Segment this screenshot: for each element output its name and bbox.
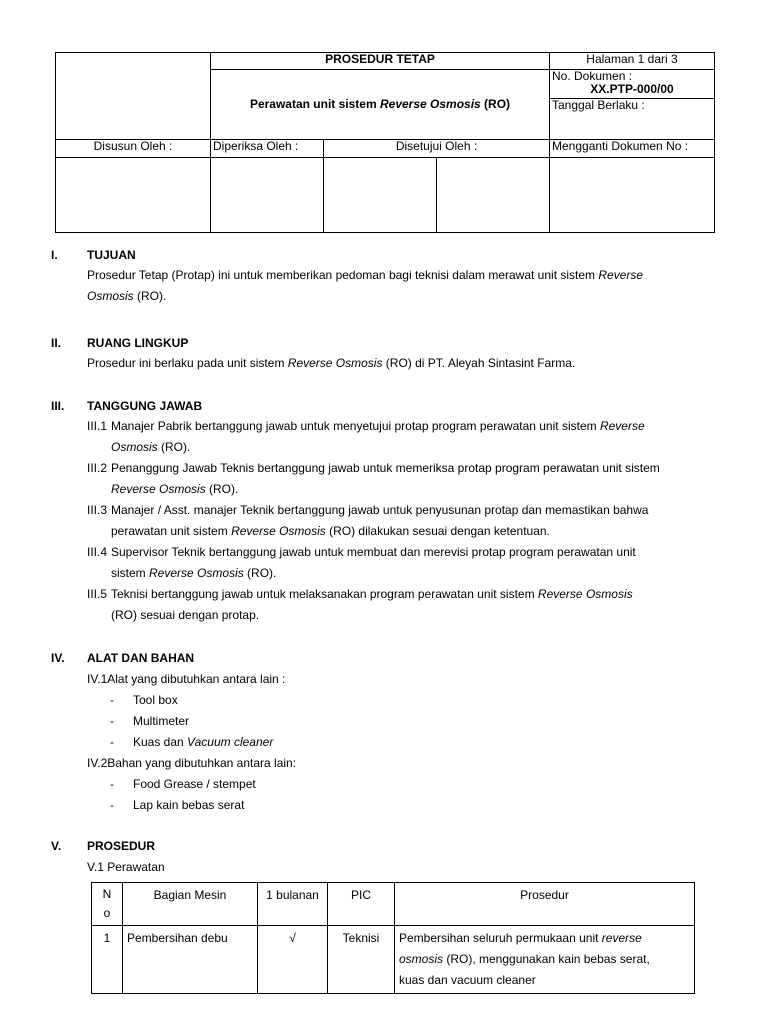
section-2-number: II. [51,336,62,350]
tool-item: Kuas dan Vacuum cleaner [133,735,274,749]
header-no: N o [92,883,123,926]
header-procedure: Prosedur [395,883,695,926]
doc-no-label: No. Dokumen : [552,69,633,84]
prepared-by-sign [56,157,211,232]
effective-date-label: Tanggal Berlaku : [550,99,715,140]
section-4-number: IV. [51,651,65,665]
bullet-dash: - [110,714,114,728]
tool-item: Multimeter [133,714,190,728]
prepared-by-label: Disusun Oleh : [56,140,211,157]
section-3-number: III. [51,399,65,413]
bullet-dash: - [110,693,114,707]
row-frequency-check: √ [258,926,328,994]
approved-by-sign-2 [437,157,550,232]
section-1-title: TUJUAN [87,248,136,262]
document-header-table [55,52,715,233]
maintenance-subheading: V.1 Perawatan [87,860,165,874]
tool-item: Tool box [133,693,178,707]
replaces-doc-value [550,157,715,232]
header-part: Bagian Mesin [123,883,258,926]
section-3-title: TANGGUNG JAWAB [87,399,203,413]
checked-by-label: Diperiksa Oleh : [211,140,324,157]
material-item: Food Grease / stempet [133,777,256,791]
replaces-doc-label: Mengganti Dokumen No : [550,140,715,157]
section-5-number: V. [51,839,62,853]
section-4-title: ALAT DAN BAHAN [87,651,195,665]
materials-subheading: IV.2Bahan yang dibutuhkan antara lain: [87,756,297,770]
procedure-table [91,882,695,994]
doc-no-cell [550,70,715,99]
approved-by-sign-1 [324,157,437,232]
doc-no-value: XX.PTP-000/00 [590,82,674,97]
header-frequency: 1 bulanan [258,883,328,926]
material-item: Lap kain bebas serat [133,798,245,812]
section-2-title: RUANG LINGKUP [87,336,189,350]
bullet-dash: - [110,777,114,791]
doc-type: PROSEDUR TETAP [211,53,550,70]
header-pic: PIC [328,883,395,926]
row-part: Pembersihan debu [123,926,258,994]
doc-title: Perawatan unit sistem Reverse Osmosis (RO) [211,70,550,140]
logo-cell [56,53,211,140]
table-row [92,926,695,994]
section-5-title: PROSEDUR [87,839,156,853]
row-no: 1 [92,926,123,994]
section-1-text: Prosedur Tetap (Protap) ini untuk memberikan pedoman bagi teknisi dalam merawat unit sistem Reverse Osmosis (RO). [87,268,644,303]
page-info: Halaman 1 dari 3 [550,53,715,70]
table-header-row [92,883,695,926]
row-pic: Teknisi [328,926,395,994]
bullet-dash: - [110,798,114,812]
section-1-number: I. [51,248,58,262]
tools-subheading: IV.1Alat yang dibutuhkan antara lain : [87,672,286,686]
bullet-dash: - [110,735,114,749]
approved-by-label: Disetujui Oleh : [324,140,550,157]
section-2-text: Prosedur ini berlaku pada unit sistem Reverse Osmosis (RO) di PT. Aleyah Sintasint Farma. [87,356,576,370]
row-procedure: Pembersihan seluruh permukaan unit reverse osmosis (RO), menggunakan kain bebas serat, kuas dan vacuum cleaner [395,926,695,994]
checked-by-sign [211,157,324,232]
